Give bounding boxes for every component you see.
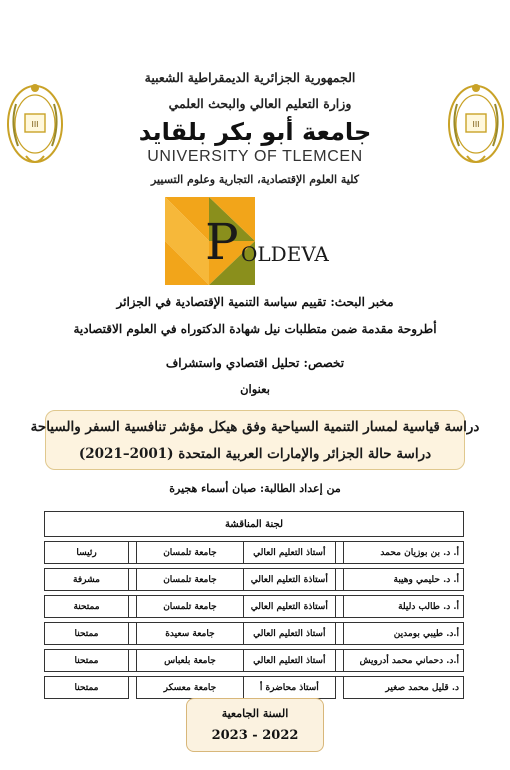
committee-heading: لجنة المناقشة [45,512,464,537]
republic-line: الجمهورية الجزائرية الديمقراطية الشعبية [144,70,356,85]
logo-letter: P [205,213,239,271]
member-name: د. قليل محمد صغير [344,677,464,699]
member-role: رئيسا [45,542,129,564]
member-university: جامعة بلعباس [137,650,243,672]
member-university: جامعة سعيدة [137,623,243,645]
logo-text: OLDEVA [241,242,329,266]
member-rank: أستاذة التعليم العالي [243,569,335,591]
svg-text:III: III [472,120,480,129]
research-lab: مخبر البحث: تقييم سياسة التنمية الإقتصادية في الجزائر [116,295,394,309]
committee-row [45,596,464,618]
member-role: ممتحنة [45,596,129,618]
member-name: أ.د. طيبي بومدين [344,623,464,645]
member-rank: أستاذ التعليم العالي [243,623,335,645]
committee-row [45,569,464,591]
academic-year-value: 2023 - 2022 [211,728,299,743]
member-name: أ. د. طالب دليلة [344,596,464,618]
member-name: أ.د. دحماني محمد أدرويش [344,650,464,672]
member-rank: أستاذ التعليم العالي [243,542,335,564]
svg-text:III: III [31,120,39,129]
committee-row [45,542,464,564]
committee-table [44,511,464,699]
member-university: جامعة معسكر [137,677,243,699]
member-role: ممتحنا [45,650,129,672]
member-role: ممتحنا [45,623,129,645]
member-name: أ. د. حليمي وهيبة [344,569,464,591]
ministry-line: وزارة التعليم العالي والبحث العلمي [168,96,352,111]
thesis-title-line2: دراسة حالة الجزائر والإمارات العربية المتحدة (2001–2021) [78,446,432,462]
university-name-en: UNIVERSITY OF TLEMCEN [147,148,363,165]
member-rank: أستاذة التعليم العالي [243,596,335,618]
titled-label: بعنوان [240,382,270,396]
committee-heading-row [45,512,464,537]
member-rank: أستاذ التعليم العالي [243,650,335,672]
university-name-ar: جامعة أبو بكر بلقايد [138,118,372,146]
specialty: تخصص: تحليل اقتصادي واستشراف [165,356,345,370]
prepared-by: من إعداد الطالبة: صبان أسماء هجيرة [169,482,341,495]
committee-row [45,623,464,645]
member-university: جامعة تلمسان [137,542,243,564]
committee-row [45,677,464,699]
thesis-purpose: أطروحة مقدمة ضمن متطلبات نيل شهادة الدكتوراه في العلوم الاقتصادية [73,322,437,336]
poldeva-logo [165,197,345,287]
committee-row [45,650,464,672]
member-rank: أستاذ محاضرة أ [243,677,335,699]
member-university: جامعة تلمسان [137,596,243,618]
member-role: مشرفة [45,569,129,591]
faculty-name: كلية العلوم الإقتصادية، التجارية وعلوم التسيير [150,173,359,186]
member-name: أ. د. بن بوزيان محمد [344,542,464,564]
academic-year-label: السنة الجامعية [221,707,289,720]
member-university: جامعة تلمسان [137,569,243,591]
thesis-title-line1: دراسة قياسية لمسار التنمية السياحية وفق هيكل مؤشر تنافسية السفر والسياحة [30,419,480,435]
member-role: ممتحنا [45,677,129,699]
